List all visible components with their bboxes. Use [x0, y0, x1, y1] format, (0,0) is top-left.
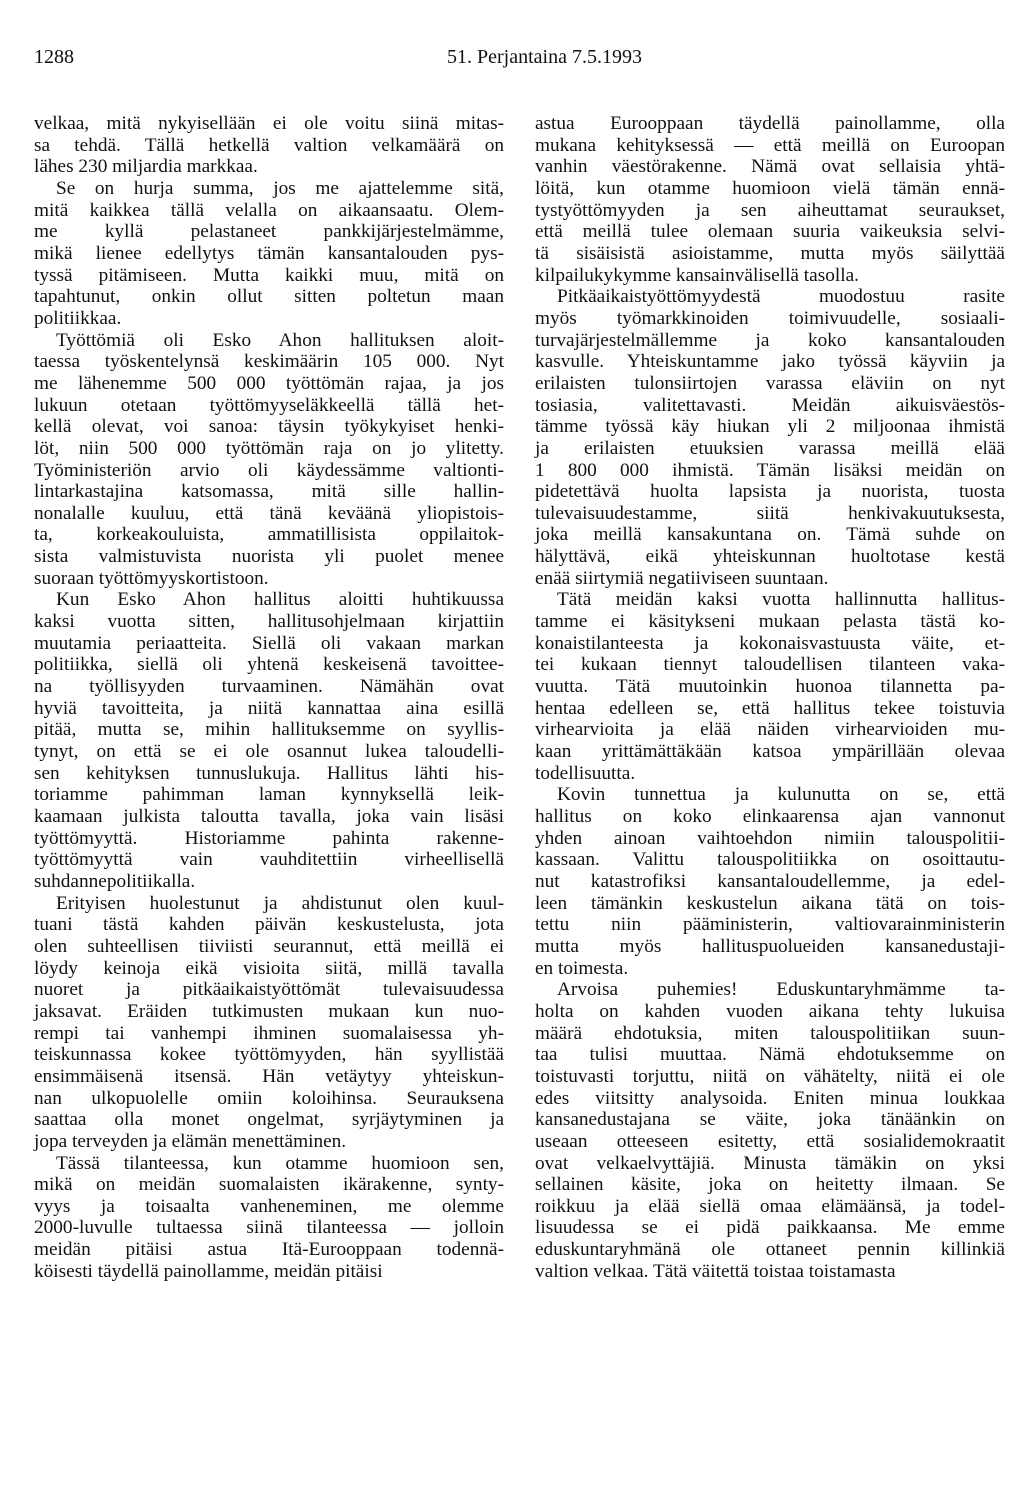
text-line: Kun Esko Ahon hallitus aloitti huhtikuussa [56, 589, 504, 611]
text-line: työttömyyttä vain vauhditettiin virheellisellä [34, 849, 504, 871]
text-line: mikä lienee edellytys tämän kansantalouden pys- [34, 242, 504, 264]
paragraph [34, 330, 504, 590]
text-line: Työministeriön arvio oli käydessämme valtionti- [34, 459, 504, 481]
text-line: tulevaisuudestamme, siitä henkivakuutuksesta, [535, 502, 1005, 524]
text-line: mitä kaikkea tällä velalla on aikaansaatu. Olem- [34, 199, 504, 221]
paragraph [535, 589, 1005, 784]
text-line: jaksavat. Eräiden tutkimusten mukaan kun nuo- [34, 1000, 504, 1022]
text-line: leen tämänkin keskustelun aikana tätä on tois- [535, 892, 1005, 914]
text-line: teiskunnassa kokee työttömyyden, hän syyllistää [34, 1044, 504, 1066]
text-line: ta, korkeakouluista, ammatillisista oppilaitok- [34, 524, 504, 546]
text-line: vanhin väestörakenne. Nämä ovat sellaisia yhtä- [535, 156, 1005, 178]
page-header [34, 46, 984, 76]
text-line: kansanedustajana se väite, joka tänäänkin on [535, 1109, 1005, 1131]
text-line: suoraan työttömyyskortistoon. [34, 567, 269, 589]
text-line: tettu niin pääministerin, valtiovarainministerin [535, 914, 1005, 936]
text-line: Erityisen huolestunut ja ahdistunut olen kuul- [56, 892, 504, 914]
text-line: Pitkäaikaistyöttömyydestä muodostuu rasite [557, 286, 1005, 308]
text-line: holta on kahden vuoden aikana tehty lukuisa [535, 1000, 1005, 1022]
text-line: mutta myös hallituspuolueiden kansanedustaji- [535, 935, 1005, 957]
text-line: hyviä tavoitteita, ja niitä kannattaa aina esillä [34, 697, 504, 719]
paragraph [34, 178, 504, 330]
text-line: pitää, mutta se, mihin hallituksemme on syyllis- [34, 719, 504, 741]
text-line: mukana kehityksessä — että meillä on Euroopan [535, 134, 1005, 156]
text-line: kassaan. Valittu talouspolitiikka on osoittautu- [535, 849, 1005, 871]
text-line: Se on hurja summa, jos me ajattelemme sitä, [56, 177, 504, 199]
text-line: ja erilaisten etuuksien varassa meillä elää [535, 437, 1005, 459]
text-line: ovat velkaelvyttäjiä. Minusta tämäkin on yksi [535, 1152, 1005, 1174]
text-line: virhearvioita ja elää näiden virhearvioiden mu- [535, 719, 1005, 741]
text-line: en toimesta. [535, 957, 629, 979]
text-line: kaksi vuotta sitten, hallitusohjelmaan kirjattiin [34, 611, 504, 633]
text-line: vuutta. Tätä muutoinkin huonoa tilannetta pa- [535, 676, 1005, 698]
text-line: me kyllä pelastaneet pankkijärjestelmämme, [34, 221, 504, 243]
text-line: kaan yrittämättäkään katsoa ympärillään olevaa [535, 741, 1005, 763]
text-line: Tässä tilanteessa, kun otamme huomioon sen, [56, 1152, 504, 1174]
text-line: löt, niin 500 000 työttömän raja on jo ylitetty. [34, 437, 504, 459]
text-line: useaan otteeseen esitetty, että sosialidemokraatit [535, 1130, 1005, 1152]
text-line: kaamaan julkista taloutta tavalla, joka vain lisäsi [34, 806, 504, 827]
paragraph [535, 979, 1005, 1282]
paragraph [34, 113, 504, 178]
text-line: lähes 230 miljardia markkaa. [34, 156, 258, 178]
text-line: me lähenemme 500 000 työttömän rajaa, ja jos [34, 372, 504, 394]
text-line: löydy keinoja eikä visioita siitä, millä tavalla [34, 957, 504, 979]
text-line: mikä on meidän suomalaisten ikärakenne, synty- [34, 1174, 504, 1196]
text-line: sista valmistuvista nuorista yli puolet menee [34, 546, 504, 568]
text-line: 1 800 000 ihmistä. Tämän lisäksi meidän on [535, 459, 1005, 481]
text-line: tamme ei käsitykseni mukaan pelasta tästä ko- [535, 611, 1005, 633]
text-line: Työttömiä oli Esko Ahon hallituksen aloit- [56, 329, 504, 351]
text-line: astua Eurooppaan täydellä painollamme, olla [535, 113, 1005, 134]
text-line: taa tulisi muuttaa. Nämä ehdotuksemme on [535, 1044, 1005, 1066]
text-line: köisesti täydellä painollamme, meidän pitäisi [34, 1260, 383, 1282]
text-line: tystyöttömyyden ja sen aiheuttamat seuraukset, [535, 199, 1005, 221]
paragraph [535, 113, 1005, 286]
paragraph [34, 893, 504, 1153]
paragraph [34, 589, 504, 892]
text-line: pidetettävä huolta lapsista ja nuorista, tuosta [535, 481, 1005, 503]
text-line: yhden ainoan vaihtoehdon nimiin talouspolitii- [535, 827, 1005, 849]
text-line: että meillä tulee olemaan suuria vaikeuksia selvi- [535, 221, 1005, 243]
text-line: meidän pitäisi astua Itä-Eurooppaan todennä- [34, 1239, 504, 1261]
text-line: hallitus on koko elinkaarensa ajan vannonut [535, 806, 1005, 827]
text-line: lisuudessa se ei pidä paikkaansa. Me emme [535, 1217, 1005, 1239]
text-line: joka meillä kansakuntana on. Tämä suhde on [535, 524, 1005, 546]
text-line: turvajärjestelmällemme ja koko kansantalouden [535, 329, 1005, 351]
paragraph [34, 1153, 504, 1283]
text-line: sa tehdä. Tällä hetkellä valtion velkamäärä on [34, 134, 504, 156]
text-line: lukuun otetaan työttömyyseläkkeellä tällä het- [34, 394, 504, 416]
text-line: nonalalle kuuluu, että tänä keväänä yliopistois- [34, 502, 504, 524]
text-line: tuani tästä kahden päivän keskustelusta, jota [34, 914, 504, 936]
text-line: olen suhteellisen tiiviisti seurannut, että meillä ei [34, 935, 504, 957]
text-line: roikkuu ja elää siellä omaa elämäänsä, ja todel- [535, 1195, 1005, 1217]
text-line: hälyttävä, eikä yhteiskunnan huoltotase kestä [535, 546, 1005, 568]
page-number: 1288 [34, 46, 74, 68]
text-line: toistuvasti torjuttu, niitä on vähätelty, niitä ei ole [535, 1065, 1005, 1087]
text-line: Arvoisa puhemies! Eduskuntaryhmämme ta- [557, 979, 1005, 1001]
text-line: hentaa edelleen se, että hallitus tekee toistuvia [535, 697, 1005, 719]
text-line: tei kukaan tiennyt taloudellisen tilanteen vaka- [535, 654, 1005, 676]
text-line: todellisuutta. [535, 762, 636, 784]
text-line: kasvulle. Yhteiskuntamme jako työssä käyviin ja [535, 351, 1005, 373]
text-line: kilpailukykymme kansainvälisellä tasolla. [535, 264, 859, 286]
text-line: nuoret ja pitkäaikaistyöttömät tulevaisuudessa [34, 979, 504, 1001]
text-line: nut katastrofiksi kansantaloudellemme, ja edel- [535, 870, 1005, 892]
session-title: 51. Perjantaina 7.5.1993 [447, 46, 642, 68]
text-line: tä sisäisistä asioistamme, mutta myös säilyttää [535, 242, 1005, 264]
text-line: politiikkaa. [34, 307, 122, 329]
text-line: sellainen käsite, joka on heitetty ilmaan. Se [535, 1174, 1005, 1196]
text-line: eduskuntaryhmänä ole ottaneet pennin killinkiä [535, 1239, 1005, 1261]
text-line: velkaa, mitä nykyisellään ei ole voitu siinä mitas- [34, 113, 504, 134]
text-line: Tätä meidän kaksi vuotta hallinnutta hallitus- [557, 589, 1005, 611]
text-line: rempi tai vanhempi ihminen suomalaisessa yh- [34, 1022, 504, 1044]
text-line: valtion velkaa. Tätä väitettä toistaa toistamasta [535, 1260, 896, 1282]
text-line: tynyt, on että se ei ole osannut lukea taloudelli- [34, 741, 504, 763]
paragraph [535, 784, 1005, 979]
text-line: määrä ehdotuksia, miten talouspolitiikan suun- [535, 1022, 1005, 1044]
text-line: suhdannepolitiikalla. [34, 870, 196, 892]
text-line: nan ulkopuolelle omiin koloihinsa. Seurauksena [34, 1087, 504, 1109]
text-line: enää siirtymiä negatiiviseen suuntaan. [535, 567, 829, 589]
text-line: na työllisyyden turvaaminen. Nämähän ovat [34, 676, 504, 698]
text-line: tapahtunut, onkin ollut sitten poltetun maan [34, 286, 504, 308]
text-line: myös työmarkkinoiden toimivuudelle, sosiaali- [535, 307, 1005, 329]
text-line: politiikka, siellä oli yhtenä keskeisenä tavoittee- [34, 654, 504, 676]
text-line: löitä, kun otamme huomioon vielä tämän ennä- [535, 177, 1005, 199]
text-line: tosiasia, valitettavasti. Meidän aikuisväestös- [535, 394, 1005, 416]
text-line: lintarkastajina katsomassa, mitä sille hallin- [34, 481, 504, 503]
text-line: tyssä pitämiseen. Mutta kaikki muu, mitä on [34, 264, 504, 286]
left-text-column [34, 113, 504, 1282]
text-line: tämme työssä käy hiukan yli 2 miljoonaa ihmistä [535, 416, 1005, 438]
text-line: sen kehityksen tunnuslukuja. Hallitus lähti his- [34, 762, 504, 784]
text-line: saattaa olla monet ongelmat, syrjäytyminen ja [34, 1109, 504, 1131]
text-line: vyys ja toisaalta vanheneminen, me olemme [34, 1195, 504, 1217]
text-line: ensimmäisenä itsensä. Hän vetäytyy yhteiskun- [34, 1065, 504, 1087]
text-line: muutamia periaatteita. Siellä oli vakaan markan [34, 632, 504, 654]
text-line: edes viitsitty analysoida. Eniten minua loukkaa [535, 1087, 1005, 1109]
text-line: työttömyyttä. Historiamme pahinta rakenne- [34, 827, 504, 849]
text-line: jopa terveyden ja elämän menettäminen. [34, 1130, 347, 1152]
text-line: konaistilanteesta ja kokonaisvastuusta väite, et- [535, 632, 1005, 654]
text-line: kellä olevat, voi sanoa: täysin työkykyiset henki- [34, 416, 504, 438]
text-line: 2000-luvulle tultaessa siinä tilanteessa — jolloin [34, 1217, 504, 1239]
paragraph [535, 286, 1005, 589]
right-text-column [535, 113, 1005, 1282]
text-line: Kovin tunnettua ja kulunutta on se, että [557, 784, 1005, 806]
text-line: taessa työskentelynsä keskimäärin 105 000. Nyt [34, 351, 504, 373]
text-line: toriamme pahimman laman kynnyksellä leik- [34, 784, 504, 806]
text-line: erilaisten tulonsiirtojen varassa eläviin on nyt [535, 372, 1005, 394]
